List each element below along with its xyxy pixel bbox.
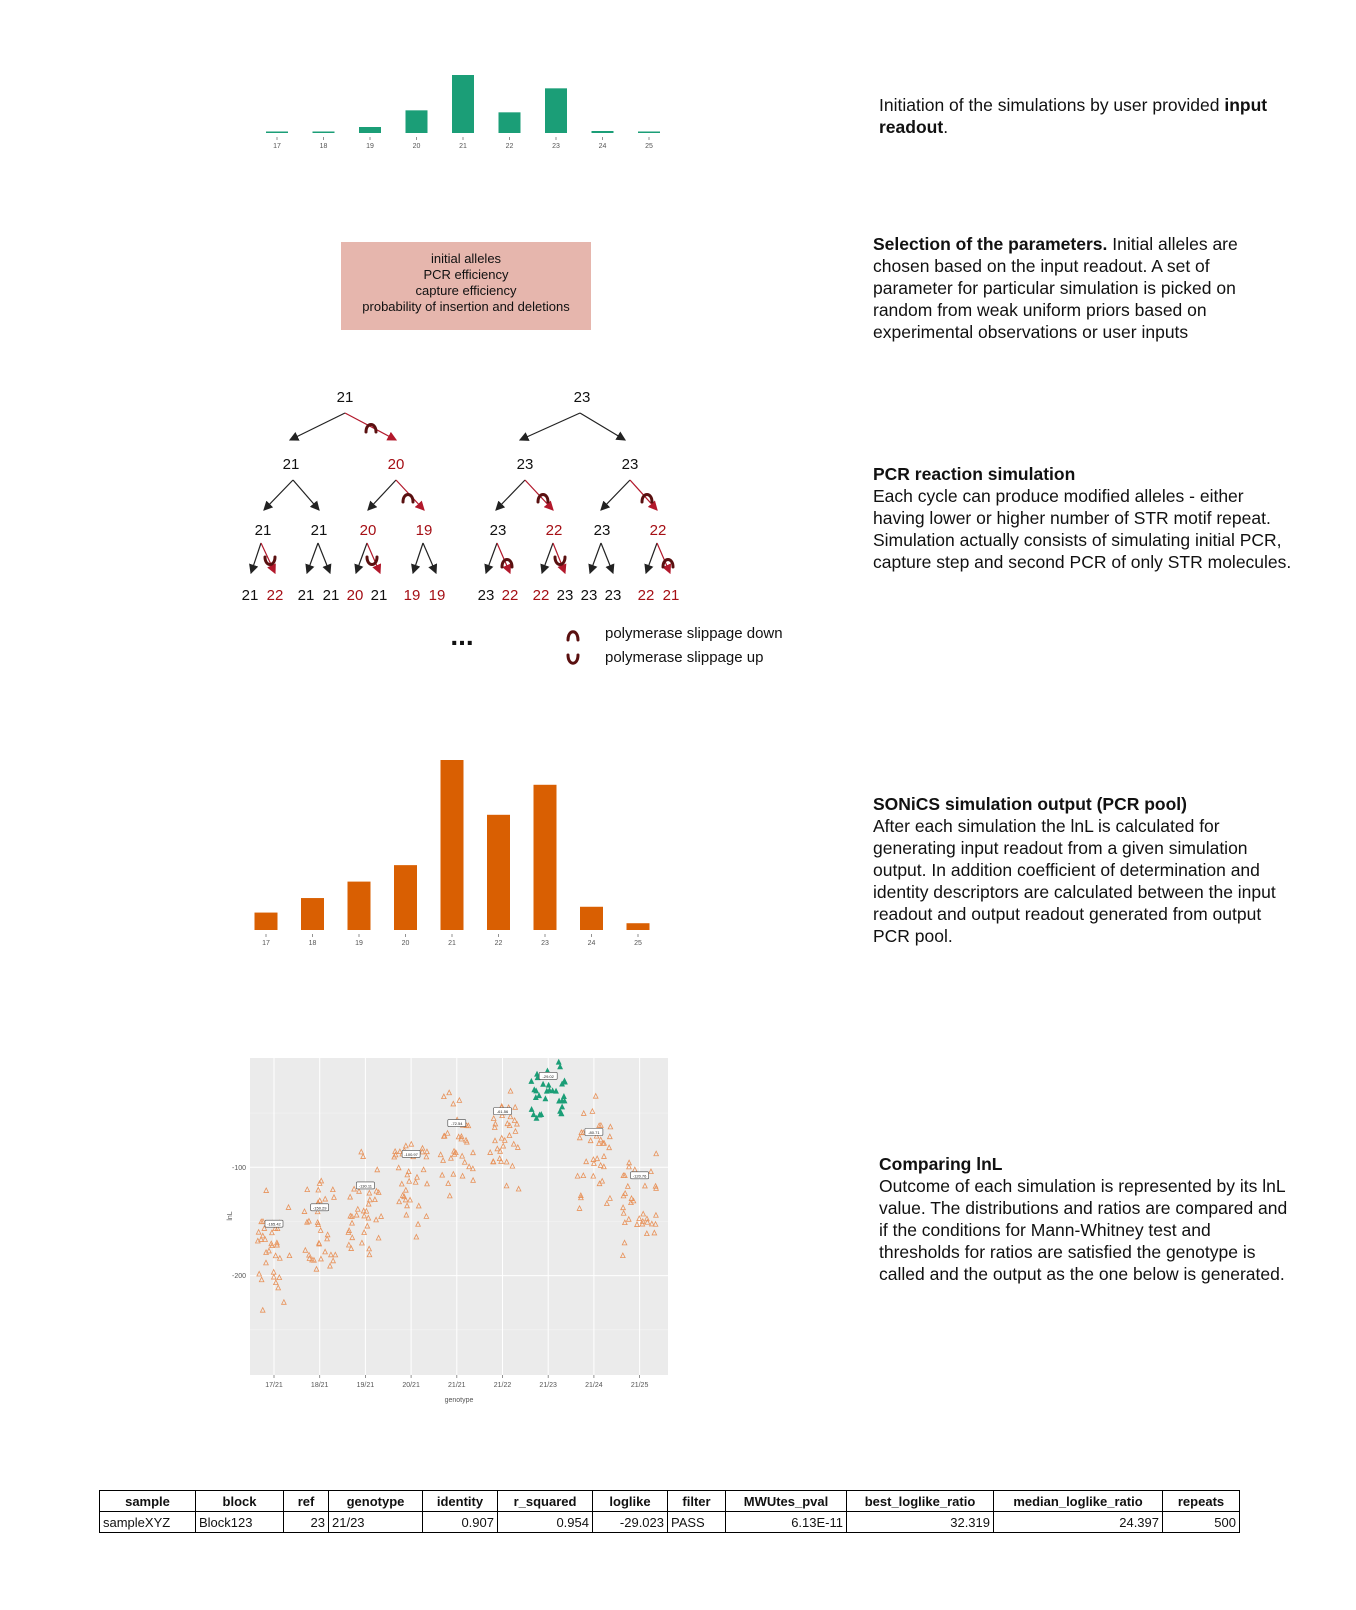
median-label: -72.54 <box>451 1121 463 1127</box>
col-mwutes-pval: MWUtes_pval <box>726 1491 847 1512</box>
bar <box>394 865 417 930</box>
col-filter: filter <box>668 1491 726 1512</box>
legend-slippage-up-icon <box>568 655 578 663</box>
table-header-row <box>100 1491 1240 1512</box>
cell-block: Block123 <box>196 1512 284 1533</box>
x-tick-label: 25 <box>634 940 642 947</box>
y-tick-label: -200 <box>231 1273 246 1281</box>
param-initial-alleles: initial alleles <box>430 251 502 266</box>
x-tick-label: 24 <box>587 940 596 947</box>
slippage-down-icon <box>403 495 413 503</box>
tree-node: 21 <box>322 587 340 604</box>
tree-node: 21 <box>254 522 272 539</box>
median-label: -61.56 <box>496 1109 509 1115</box>
slippage-up-icon <box>265 557 275 565</box>
x-tick-label: 20/21 <box>402 1382 420 1389</box>
cell-repeats: 500 <box>1163 1512 1240 1533</box>
bar <box>487 815 510 930</box>
x-tick-label: 23 <box>552 143 560 150</box>
tree-node: 19 <box>428 587 446 604</box>
median-label: -150.29 <box>312 1205 327 1211</box>
x-tick-label: 21/21 <box>448 1382 466 1389</box>
tree-node: 23 <box>516 456 534 473</box>
tree-node: 23 <box>621 456 639 473</box>
cell-ref: 23 <box>284 1512 329 1533</box>
slippage-down-icon <box>538 495 548 503</box>
x-tick-label: 21 <box>448 940 456 947</box>
x-tick-label: 21/23 <box>539 1382 557 1389</box>
x-tick-label: 21/25 <box>630 1382 649 1389</box>
cell-best-loglike-ratio: 32.319 <box>847 1512 994 1533</box>
tree-node: 19 <box>403 587 421 604</box>
y-tick-label: -100 <box>231 1164 246 1172</box>
bar <box>580 907 603 930</box>
tree-node: 20 <box>387 456 405 473</box>
tree-node: 22 <box>266 587 284 604</box>
bar <box>301 898 324 930</box>
x-tick-label: 22 <box>494 940 503 947</box>
x-tick-label: 17 <box>262 940 270 947</box>
cell-filter: PASS <box>668 1512 726 1533</box>
bar <box>441 760 464 930</box>
tree-node: 22 <box>501 587 519 604</box>
x-tick-label: 18 <box>319 143 328 150</box>
x-tick-label: 19 <box>366 143 374 150</box>
x-tick-label: 18 <box>308 940 317 947</box>
x-tick-label: 24 <box>598 143 607 150</box>
tree-node: 23 <box>593 522 611 539</box>
bar <box>359 127 381 133</box>
bar <box>266 132 288 134</box>
legend-slippage-down: polymerase slippage down <box>605 625 783 642</box>
tree-node: 22 <box>637 587 655 604</box>
output-description: SONiCS simulation output (PCR pool) After each simulation the lnL is calculated for generating input readout from a given simulation output. In addition coefficient of determination and identity descriptors are calculated between the input readout and output readout generated from output PCR pool. <box>873 794 1276 946</box>
median-label: -80.71 <box>588 1129 600 1135</box>
x-tick-label: 22 <box>505 143 514 150</box>
param-pcr-efficiency: PCR efficiency <box>423 267 509 282</box>
bar <box>406 110 428 133</box>
cell-median-loglike-ratio: 24.397 <box>994 1512 1163 1533</box>
col-best-loglike-ratio: best_loglike_ratio <box>847 1491 994 1512</box>
cell-identity: 0.907 <box>423 1512 498 1533</box>
bar <box>534 785 557 930</box>
tree-node: 23 <box>556 587 574 604</box>
legend-slippage-up: polymerase slippage up <box>605 649 764 666</box>
x-tick-label: 18/21 <box>310 1382 329 1389</box>
bar <box>313 132 335 134</box>
tree-node: 19 <box>415 522 433 539</box>
bar <box>627 923 650 930</box>
tree-node: 21 <box>310 522 328 539</box>
x-tick-label: 19/21 <box>356 1382 375 1389</box>
median-label: -130.11 <box>358 1183 373 1189</box>
compare-description: Comparing lnL Outcome of each simulation is represented by its lnL value. The distributions and ratios are compared and if the conditions for Mann-Whitney test and thresholds for ratios are satisfied the genotype is called and the output as the one below is generated. <box>879 1154 1288 1284</box>
slippage-up-icon <box>367 557 377 565</box>
x-tick-label: 17/21 <box>265 1382 283 1389</box>
bar <box>499 112 521 133</box>
bar <box>545 88 567 133</box>
median-label: -165.42 <box>267 1221 281 1227</box>
cell-mwutes-pval: 6.13E-11 <box>726 1512 847 1533</box>
y-axis-label: lnL <box>227 1211 234 1221</box>
tree-node: 21 <box>336 389 354 406</box>
bar <box>592 131 614 133</box>
result-table <box>99 1490 1240 1533</box>
input-description: Initiation of the simulations by user provided input readout. <box>879 95 1268 137</box>
tree-node: 22 <box>545 522 563 539</box>
tree-node: 21 <box>241 587 259 604</box>
tree-node: 21 <box>662 587 680 604</box>
tree-node: 23 <box>604 587 622 604</box>
col-median-loglike-ratio: median_loglike_ratio <box>994 1491 1163 1512</box>
bar <box>255 913 278 930</box>
tree-node: 22 <box>532 587 550 604</box>
parameters-box <box>341 242 591 330</box>
bar <box>638 132 660 134</box>
tree-node: 21 <box>297 587 315 604</box>
plot-panel <box>250 1058 668 1375</box>
slippage-down-icon <box>366 425 376 433</box>
legend-slippage-down-icon <box>568 632 578 640</box>
tree-node: 23 <box>573 389 591 406</box>
parameters-description: Selection of the parameters. Initial alleles are chosen based on the input readout. A set of parameter for particular simulation is picked on random from weak uniform priors based on experimental observations or user inputs <box>873 234 1238 342</box>
cell-r-squared: 0.954 <box>498 1512 593 1533</box>
x-tick-label: 17 <box>273 143 281 150</box>
tree-node: 20 <box>346 587 364 604</box>
tree-node: 21 <box>370 587 388 604</box>
x-tick-label: 20 <box>401 940 410 947</box>
tree-node: 21 <box>282 456 300 473</box>
x-tick-label: 25 <box>645 143 653 150</box>
cell-genotype: 21/23 <box>329 1512 423 1533</box>
col-block: block <box>196 1491 284 1512</box>
cell-loglike: -29.023 <box>593 1512 668 1533</box>
x-tick-label: 21/22 <box>493 1382 512 1389</box>
ellipsis: ... <box>450 620 474 651</box>
x-axis-label: genotype <box>444 1397 474 1404</box>
median-label: -29.02 <box>542 1073 554 1079</box>
cell-sample: sampleXYZ <box>100 1512 196 1533</box>
bar <box>452 75 474 133</box>
pcr-description: PCR reaction simulation Each cycle can produce modified alleles - either having lower or higher number of STR motif repeat. Simulation actually consists of simulating initial PCR, capture step and second PCR of only STR molecules. <box>873 464 1292 572</box>
x-tick-label: 21 <box>459 143 467 150</box>
bar <box>348 882 371 930</box>
col-ref: ref <box>284 1491 329 1512</box>
col-identity: identity <box>423 1491 498 1512</box>
param-indel-probability: probability of insertion and deletions <box>362 299 570 314</box>
x-tick-label: 19 <box>355 940 363 947</box>
lnl-scatter-chart <box>220 1058 690 1408</box>
x-tick-label: 20 <box>412 143 421 150</box>
x-tick-label: 23 <box>541 940 549 947</box>
col-sample: sample <box>100 1491 196 1512</box>
pcr-tree-diagram <box>220 380 820 680</box>
input-readout-chart <box>255 70 675 160</box>
median-label: -100.97 <box>404 1151 418 1157</box>
tree-node: 23 <box>489 522 507 539</box>
param-capture-efficiency: capture efficiency <box>415 283 517 298</box>
median-label: -120.76 <box>632 1173 647 1179</box>
x-tick-label: 21/24 <box>585 1382 603 1389</box>
tree-node: 22 <box>649 522 667 539</box>
tree-node: 23 <box>580 587 598 604</box>
col-repeats: repeats <box>1163 1491 1240 1512</box>
tree-node: 23 <box>477 587 495 604</box>
slippage-down-icon <box>663 560 673 568</box>
col-genotype: genotype <box>329 1491 423 1512</box>
tree-node: 20 <box>359 522 377 539</box>
col-r-squared: r_squared <box>498 1491 593 1512</box>
table-row <box>100 1512 1240 1533</box>
output-pool-chart <box>250 760 680 982</box>
col-loglike: loglike <box>593 1491 668 1512</box>
